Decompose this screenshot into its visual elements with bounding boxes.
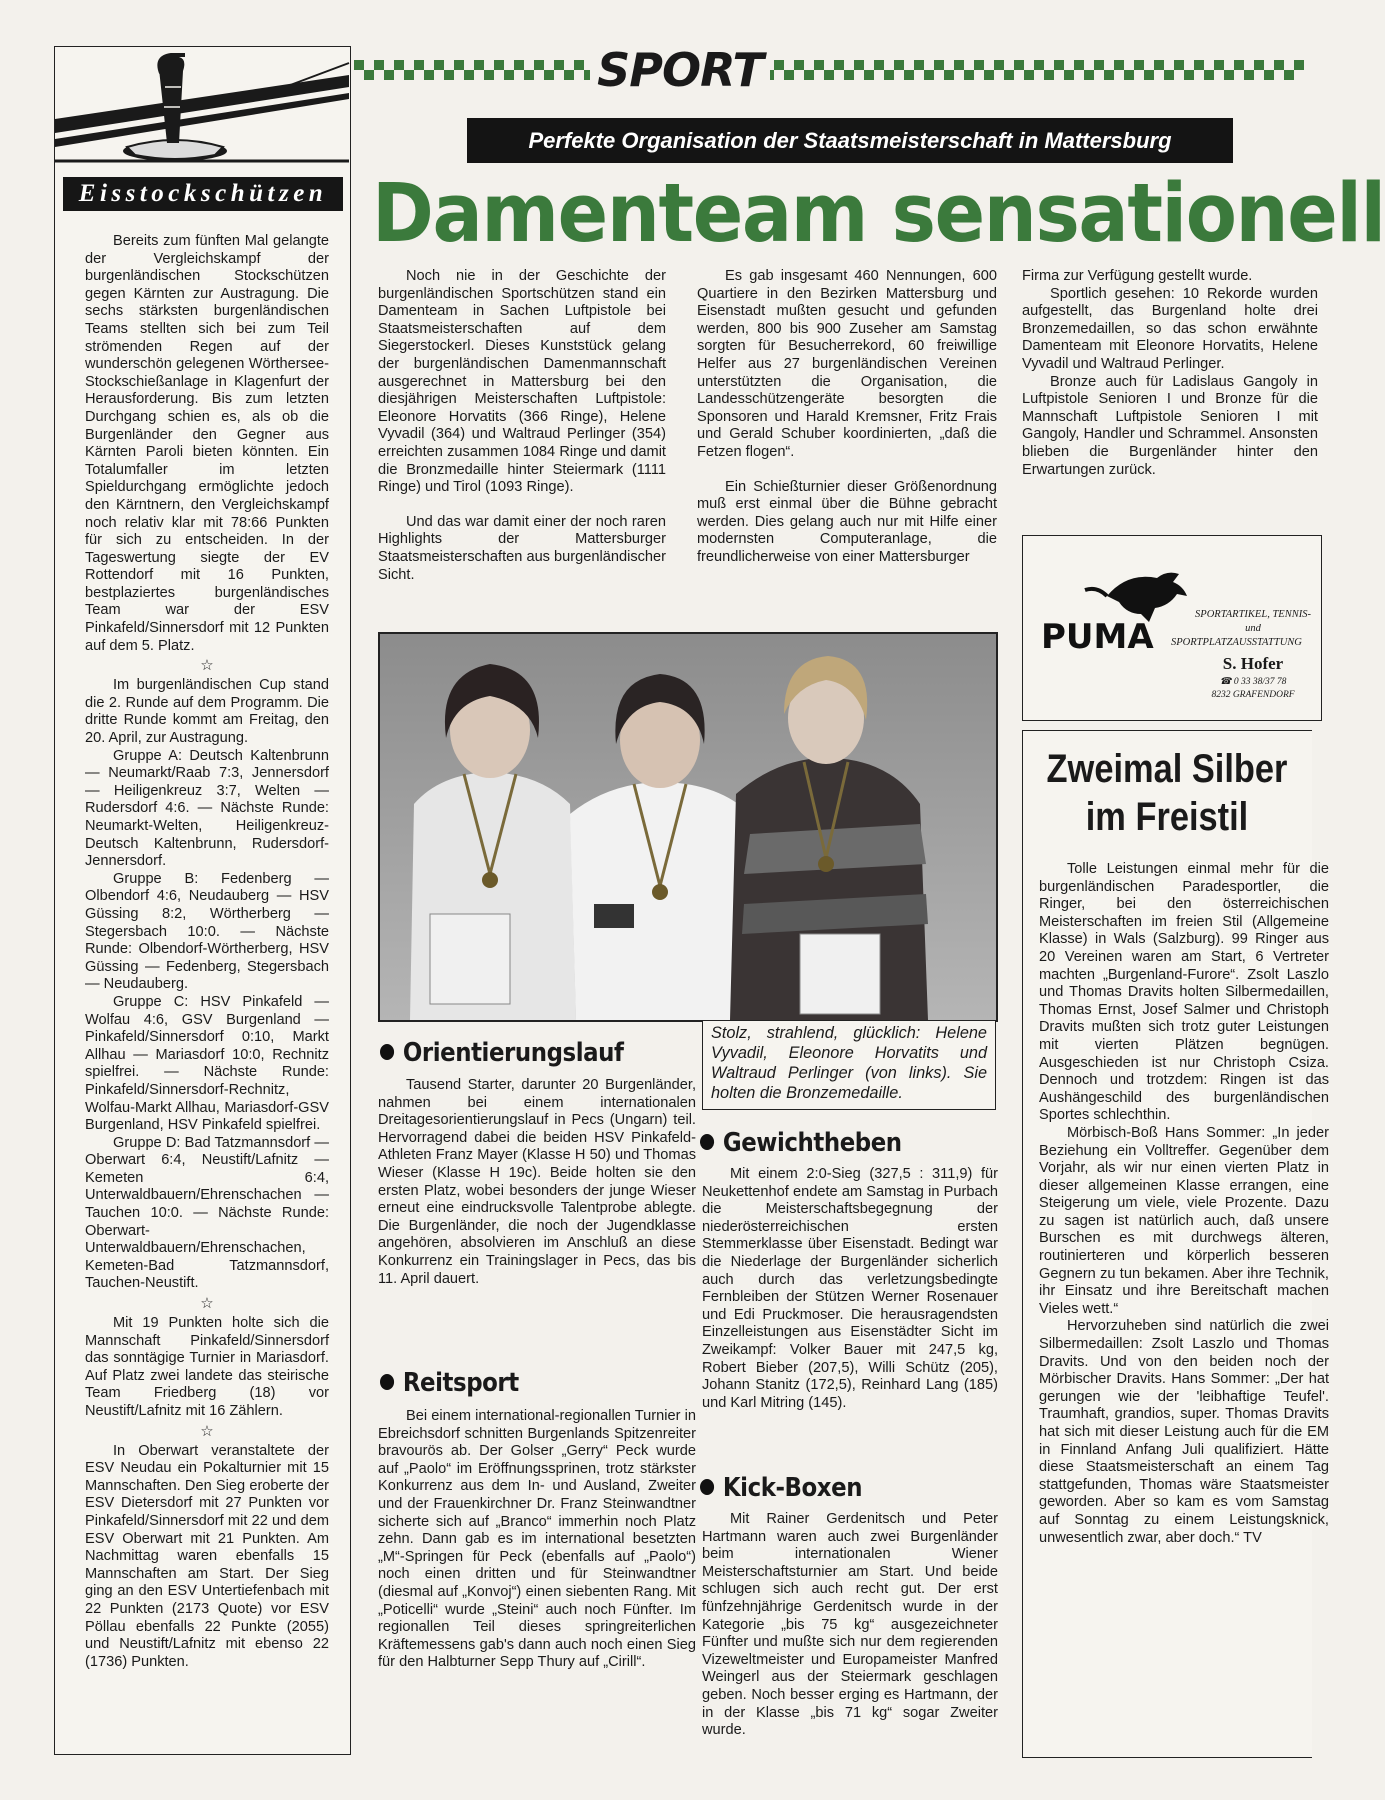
reitsport-heading: [380, 1365, 644, 1401]
kickboxen-title: Kick-Boxen: [722, 1473, 863, 1503]
eisstock-paragraph: Gruppe C: HSV Pinkafeld — Wolfau 4:6, GSV Burgenland — Pinkafeld/Sinnersdorf 0:10, Markt Allhau — Mariasdorf 10:0, Rechnitz spielfrei. — Nächste Runde: Pinkafeld/Sinnersdorf-Rechnitz, Wolfau-Markt Allhau, Mariasdorf-GSV Burgenland, HSV Pinkafeld spielfrei.: [85, 993, 329, 1134]
article-column-3: [1022, 268, 1318, 479]
eisstock-paragraph: Gruppe D: Bad Tatzmannsdorf — Oberwart 6:4, Neustift/Lafnitz — Kemeten 6:4, Unterwaldbauern/Ehrenschachen — Tauchen 10:0. — Nächste Runde: Oberwart-Unterwaldbauern/Ehrenschachen, Kemeten-Bad Tatzmannsdorf, Tauchen-Neustift.: [85, 1134, 329, 1292]
eisstock-paragraph: Bereits zum fünften Mal gelangte der Vergleichskampf der burgenländischen Stockschützen gegen Kärnten zur Austragung. Die sechs stärksten burgenländischen Teams stellten sich bei zum Teil strömenden Regen auf der wunderschön gelegenen Wörthersee-Stockschießanlage in Klagenfurt der Herausforderung. Bis zum letzten Durchgang schien es, als ob die Burgenländer den Gegner aus Kärnten Paroli bieten könnten. Ein Totalumfaller im letzten Spieldurchgang ermöglichte jedoch den Kärntnern, den Vergleichskampf noch relativ klar mit 78:66 Punkten für sich zu entscheiden. In der Tageswertung siegte der EV Rottendorf mit 16 Punkten, bestplaziertes burgenländisches Team war der ESV Pinkafeld/Sinnersdorf mit 12 Punkten auf dem 5. Platz.: [85, 233, 329, 654]
kickboxen-text: [702, 1511, 998, 1740]
ringen-sidebar: [1022, 730, 1329, 1758]
article-column-2: [697, 268, 997, 567]
kickboxen-paragraph: Mit Rainer Gerdenitsch und Peter Hartmann waren auch zwei Burgenländer beim internationalen Wiener Meisterschaftsturnier am Start. Und beide schlugen sich auch recht gut. Der erst fünfzehnjährige Gerdenitsch wurde in der Kategorie „bis 75 kg“ ausgezeichneter Fünfter und mußte sich nur dem regierenden Vizeweltmeister und Europameister Manfred Weingerl aus der Steiermark geschlagen geben. Noch besser erging es Hartmann, der in der Klasse „bis 71 kg“ sogar Zweiter wurde.: [702, 1511, 998, 1739]
ad-phone: ☎ 0 33 38/37 78: [1219, 677, 1287, 687]
team-photo: [378, 632, 998, 1022]
article-paragraph: Noch nie in der Geschichte der burgenländischen Sportschützen stand ein Damenteam in Sachen Luftpistole bei Staatsmeisterschaften auf dem Siegerstockerl. Dieses Kunststück gelang der burgenländischen Damenmannschaft ausgerechnet in Mattersburg bei den diesjährigen Meisterschaften Luftpistole: Eleonore Horvatits (366 Ringe), Helene Vyvadil (364) und Waltraud Perlinger (354) erreichten zusammen 1084 Ringe und damit die Bronzmedaille hinter Steiermark (1111 Ringe) und Tirol (1093 Ringe).: [378, 268, 666, 496]
star-divider: ☆: [200, 657, 214, 675]
article-paragraph: Und das war damit einer der noch raren Highlights der Mattersburger Staatsmeisterschaften aus burgenländischer Sicht.: [378, 513, 666, 583]
ad-text: und: [1245, 623, 1261, 634]
star-divider: ☆: [200, 1422, 214, 1440]
eisstock-paragraph: Im burgenländischen Cup stand die 2. Runde auf dem Programm. Die dritte Runde kommt am Freitag, den 20. April, zur Austragung.: [85, 677, 329, 747]
orientierungslauf-text: [378, 1077, 696, 1288]
sidebar-paragraph: Hervorzuheben sind natürlich die zwei Silbermedaillen: Zsolt Laszlo und Thomas Dravits. Und von den beiden noch der Mörbischer Dravits. Hans Sommer: „Der hat gerungen wie der 'leibhaftige Teufel'. Traumhaft, grandios, super. Thomas Dravits hat sich mit dieser Leistung auch für die EM in Finnland Anfang Juli qualifiziert. Hätte diese Staatsmeisterschaft an einem Tag stattgefunden, Thomas wäre Staatsmeister geworden. Aber so kam es vom Samstag auf Sonntag zu einem Leistungsknick, unwesentlich zwar, aber doch.“ TV: [1039, 1318, 1329, 1546]
eisstock-banner: Eisstockschützen: [63, 177, 343, 211]
checkered-header-band: [354, 52, 1304, 90]
sidebar-headline-line: Zweimal Silber: [1046, 747, 1288, 791]
reitsport-title: Reitsport: [402, 1368, 519, 1398]
team-photo-illustration: [380, 634, 996, 1020]
ad-shop-name: S. Hofer: [1222, 654, 1284, 673]
ad-text: SPORTARTIKEL, TENNIS-: [1195, 609, 1311, 620]
star-divider: ☆: [200, 1295, 214, 1313]
article-paragraph: Firma zur Verfügung gestellt wurde.: [1022, 268, 1253, 284]
eisstock-paragraph: In Oberwart veranstaltete der ESV Neudau ein Pokalturnier mit 15 Mannschaften. Den Sieg eroberte der ESV Dietersdorf mit 27 Punkten vor Pinkafeld/Sinnersdorf mit 22 und dem ESV Oberwart mit 21 Punkten. Am Nachmittag waren ebenfalls 15 Mannschaften am Start. Der Sieg ging an den ESV Untertiefenbach mit 22 Punkten (2173 Quote) vor ESV Pöllau ebenfalls 22 Punkte (2055) und Neustift/Lafnitz mit ebenso 22 (1736) Punkten.: [85, 1442, 329, 1670]
eisstock-paragraph: Gruppe A: Deutsch Kaltenbrunn — Neumarkt/Raab 7:3, Jennersdorf — Heiligenkreuz 3:7, Welten — Rudersdorf 4:6. — Nächste Runde: Neumarkt-Welten, Heiligenkreuz-Deutsch Kaltenbrunn, Rudersdorf-Jennersdorf.: [85, 747, 329, 870]
eisstock-column: [54, 46, 351, 1755]
gewichtheben-title: Gewichtheben: [722, 1128, 902, 1158]
bullet-icon: [700, 1479, 714, 1495]
orientierungslauf-heading: [380, 1035, 644, 1071]
puma-advertisement: [1022, 535, 1322, 721]
eisstock-paragraph: Gruppe B: Fedenberg — Olbendorf 4:6, Neudauberg — HSV Güssing 8:2, Wörtherberg — Stegersbach 10:0. — Nächste Runde: Olbendorf-Wörtherberg, HSV Güssing — Fedenberg, Stegersbach — Neudauberg.: [85, 870, 329, 993]
sidebar-headline-line: im Freistil: [1085, 795, 1249, 839]
bullet-icon: [380, 1044, 394, 1060]
article-paragraph: Es gab insgesamt 460 Nennungen, 600 Quartiere in den Bezirken Mattersburg und Eisenstadt mußten gesucht und gefunden werden, 800 bis 900 Zuseher am Samstag sorgten für Besucherrekord, 60 freiwillige Helfer aus 27 burgenländischen Vereinen unterstützten die Organisation, die Landesschützengeräte besorgten die Sponsoren und Harald Kremsner, Fritz Frais und Gerald Schuber koordinierten, „daß die Fetzen flogen“.: [697, 268, 997, 460]
gewichtheben-text: [702, 1166, 998, 1412]
kickboxen-heading: [700, 1470, 964, 1506]
orientierungslauf-title: Orientierungslauf: [402, 1038, 624, 1068]
article-subhead: Perfekte Organisation der Staatsmeisterschaft in Mattersburg: [467, 118, 1233, 163]
eisstock-paragraph: Mit 19 Punkten holte sich die Mannschaft Pinkafeld/Sinnersdorf das sonntägige Turnier in Mariasdorf. Auf Platz zwei landete das steirische Team Friedberg (18) vor Neustift/Lafnitz mit 16 Zählern.: [85, 1315, 329, 1419]
sidebar-paragraph: Tolle Leistungen einmal mehr für die burgenländischen Paradesportler, die Ringer, bei den österreichischen Meisterschaften im freien Stil (Allgemeine Klasse) in Wals (Salzburg). 99 Ringer aus 20 Vereinen waren am Start, 6 Vertreter machten „Burgenland-Furore“. Zsolt Laszlo und Thomas Dravits holten Silbermedaillen, Thomas Ernst, Josef Salmer und Christoph Dravits mußten sich trotz guter Leistungen mit vierten Plätzen begnügen. Ausgeschieden ist nur Christoph Csiza. Dennoch und trotzdem: Ringen ist das Aushängeschild des burgenländischen Sportes schlechthin.: [1039, 861, 1329, 1124]
reitsport-text: [378, 1408, 696, 1672]
sidebar-paragraph: Mörbisch-Boß Hans Sommer: „In jeder Beziehung ein Volltreffer. Gegenüber dem Vorjahr, als wir nur einen vierten Platz in dieser allgemeinen Klasse errangen, eine Steigerung um viele, viele Prozente. Dazu zu sagen ist natürlich auch, daß unsere Burschen es mit durchwegs älteren, routinierteren und körperlich besseren Gegnern zu tun bekamen. Aber ihre Technik, ihr Einsatz und ihre Bereitschaft machen Vieles wett.“: [1039, 1124, 1329, 1317]
article-headline: Damenteam sensationell: [372, 167, 1385, 261]
bullet-icon: [380, 1374, 394, 1390]
curling-stone-illustration: [55, 47, 349, 175]
reitsport-paragraph: Bei einem international-regionallen Turnier in Ebreichsdorf schnitten Burgenlands Spitzenreiter bravourös ab. Der Golser „Gerry“ Peck wurde auf „Paolo“ im Eröffnungssprinen, trotz stärkster Konkurrenz aus dem In- und Ausland, Zweiter und der Frauenkirchner Dr. Franz Steinwandtner sicherte sich auf „Branco“ immerhin noch Platz zehn. Dann gab es im international besetzten „M“-Springen für Peck (ebenfalls auf „Paolo“) noch einen dritten und für Steinwandtner (diesmal auf „Konvoj“) einen siebenten Rang. Mit „Poticelli“ wurde „Steini“ auch noch Fünfter. Im regionallen Teil dieses springreiterlichen Kräftemessens gab's dann auch noch einen Sieg für den Halbturner Sepp Thury auf „Cirill“.: [378, 1408, 696, 1671]
ad-text: SPORTPLATZAUSSTATTUNG: [1171, 637, 1302, 648]
gewichtheben-heading: [700, 1125, 964, 1161]
bullet-icon: [700, 1134, 714, 1150]
sidebar-headline: [1043, 745, 1291, 841]
section-title: SPORT: [590, 40, 770, 100]
photo-caption: Stolz, strahlend, glücklich: Helene Vyvadil, Eleonore Horvatits und Waltraud Perlinger (von links). Sie holten die Bronzemedaille.: [702, 1020, 996, 1110]
article-paragraph: Ein Schießturnier dieser Größenordnung muß erst einmal über die Bühne gebracht werden. Dies gelang auch nur mit Hilfe einer modernsten Computeranlage, die freundlicherweise von einer Mattersburger: [697, 478, 997, 565]
svg-text:PUMA: PUMA: [1041, 617, 1154, 657]
gewichtheben-paragraph: Mit einem 2:0-Sieg (327,5 : 311,9) für Neukettenhof endete am Samstag in Purbach die Meisterschaftsbegegnung der niederösterreichischen ersten Stemmerklasse über Eisenstadt. Bedingt war die Niederlage der Burgenländer sicherlich auch durch das verletzungsbedingte Fernbleiben der Stützen Werner Rosenauer und Edi Pruckmoser. Die herausragendsten Einzelleistungen aus Eisenstädter Sicht im Zweikampf: Volker Bauer mit 247,5 kg, Robert Bieber (207,5), Willi Schütz (205), Johann Stanitz (172,5), Reinhard Lang (185) und Karl Mitring (145).: [702, 1166, 998, 1411]
eisstock-text: [85, 233, 329, 1671]
orientierungslauf-paragraph: Tausend Starter, darunter 20 Burgenländer, nahmen bei einem internationalen Dreitagesorientierungslauf in Pecs (Ungarn) teil. Hervorragend dabei die beiden HSV Pinkafeld-Athleten Franz Mayer (Klasse H 50) und Thomas Wieser (Klasse H 19c). Beide holten sie den ersten Platz, wobei besonders der junge Wieser erneut eine eindrucksvolle Talentprobe ablegte. Die Burgenländer, die noch der Jugendklasse angehören, absolvieren im Anschluß an diese Konkurrenz ein Trainingslager in Pecs, das bis 11. April dauert.: [378, 1077, 696, 1287]
article-paragraph: Bronze auch für Ladislaus Gangoly in Luftpistole Senioren I und Bronze für die Mannschaft Luftpistole Senioren I mit Gangoly, Handler und Schrammel. Ansonsten blieben die Burgenländer hinter den Erwartungen zurück.: [1022, 373, 1318, 478]
sidebar-text: [1039, 861, 1329, 1547]
article-paragraph: Sportlich gesehen: 10 Rekorde wurden aufgestellt, das Burgenland holte drei Bronzemedaillen, so das schon erwähnte Damenteam mit Eleonore Horvatits, Helene Vyvadil und Waltraud Perlinger.: [1022, 285, 1318, 372]
ad-address: 8232 GRAFENDORF: [1211, 690, 1295, 700]
article-column-1: [378, 268, 666, 584]
